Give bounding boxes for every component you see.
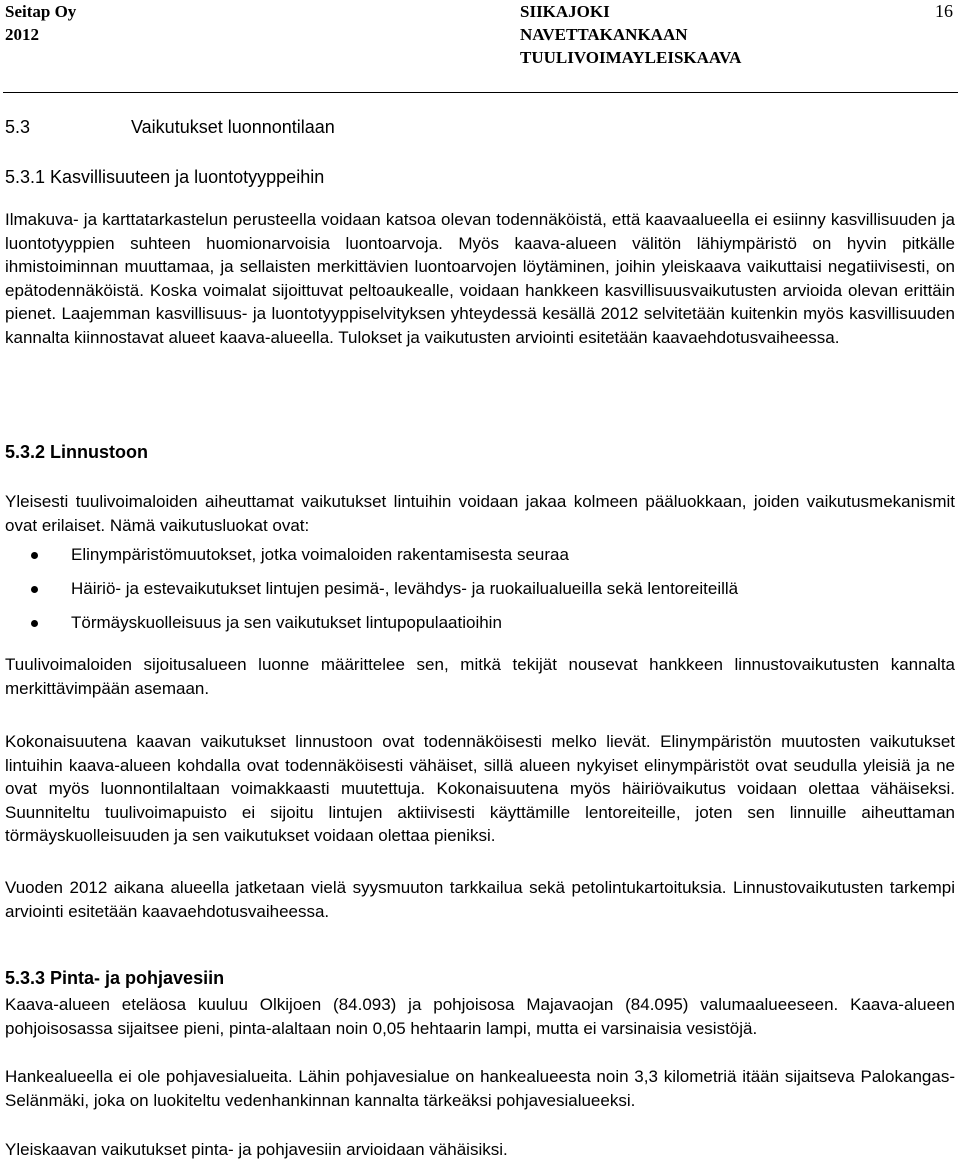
- paragraph-birds-overall: Kokonaisuutena kaavan vaikutukset linnustoon ovat todennäköisesti melko lievät. Elinympäristön muutosten vaikutukset lintuihin kaava-alueen kohdalla ovat todennäköisesti vähäiset, sillä alueen nykyiset elinympäristöt ovat seudulla yleisiä ja ne ovat myös luonnontilaltaan voimakkaasti muutettuja. Kokonaisuutena myös häiriövaikutus voidaan olettaa vähäiseksi. Suunniteltu tuulivoimapuisto ei sijoitu lintujen aktiivisesti käyttämille lentoreiteille, joten sen linnuille aiheuttaman törmäyskuolleisuuden ja sen vaikutukset voidaan olettaa pieniksi.: [5, 732, 955, 845]
- paragraph-groundwater: Hankealueella ei ole pohjavesialueita. Lähin pohjavesialue on hankealueesta noin 3,3 kilometriä itään sijaitseva Palokangas-Selänmäki, joka on luokiteltu vedenhankinnan kannalta tärkeäksi pohjavesialueeksi.: [5, 1067, 955, 1110]
- page-header: [0, 0, 960, 80]
- project-name: NAVETTAKANKAAN: [520, 25, 688, 44]
- list-item: [5, 572, 738, 606]
- bullet-icon: [31, 586, 38, 593]
- page-number: 16: [935, 1, 953, 21]
- paragraph-water-conclusion: Yleiskaavan vaikutukset pinta- ja pohjavesiin arvioidaan vähäisiksi.: [5, 1140, 508, 1159]
- impact-category-list: [5, 538, 738, 640]
- paragraph-vegetation: Ilmakuva- ja karttatarkastelun perusteella voidaan katsoa olevan todennäköistä, että kaavaalueella ei esiinny kasvillisuuden ja luontotyyppien suhteen huomionarvoisia luontoarvoja. Myös kaava-alueen välitön lähiympäristö on hyvin pitkälle ihmistoiminnan muuttamaa, ja sellaisten merkittävien luontoarvojen löytäminen, joihin yleiskaava vaikuttaisi negatiivisesti, on epätodennäköistä. Koska voimalat sijoittuvat peltoaukealle, voidaan hankkeen kasvillisuusvaikutusten arvioida olevan erittäin pienet. Laajemman kasvillisuus- ja luontotyyppiselvityksen yhteydessä kesällä 2012 selvitetään kuitenkin myös kasvillisuuden kannalta kiinnostavat alueet kaava-alueella. Tulokset ja vaikutusten arviointi esitetään kaavaehdotusvaiheessa.: [5, 210, 955, 347]
- header-year: 2012: [5, 25, 39, 44]
- header-left: [5, 0, 76, 46]
- paragraph-birds-intro: Yleisesti tuulivoimaloiden aiheuttamat vaikutukset lintuihin voidaan jakaa kolmeen pääluokkaan, joiden vaikutusmekanismit ovat erilaiset. Nämä vaikutusluokat ovat:: [5, 492, 955, 535]
- paragraph-surface-water: Kaava-alueen eteläosa kuuluu Olkijoen (84.093) ja pohjoisosa Majavaojan (84.095) valumaalueeseen. Kaava-alueen pohjoisosassa sijaitsee pieni, pinta-alaltaan noin 0,05 hehtaarin lampi, mutta ei varsinaisia vesistöjä.: [5, 995, 955, 1038]
- header-center: [520, 0, 741, 69]
- list-item-text: Häiriö- ja estevaikutukset lintujen pesimä-, levähdys- ja ruokailualueilla sekä lentoreiteillä: [71, 579, 739, 598]
- header-divider: [3, 92, 958, 93]
- section-title: Vaikutukset luonnontilaan: [131, 117, 335, 137]
- subsection-heading-5-3-1: 5.3.1 Kasvillisuuteen ja luontotyyppeihin: [5, 167, 325, 187]
- list-item: [5, 538, 738, 572]
- list-item: [5, 606, 738, 640]
- subsection-heading-5-3-3: 5.3.3 Pinta- ja pohjavesiin: [5, 968, 225, 988]
- plan-name: TUULIVOIMAYLEISKAAVA: [520, 48, 742, 67]
- paragraph-site-character: Tuulivoimaloiden sijoitusalueen luonne määrittelee sen, mitkä tekijät nousevat hankkeen linnustovaikutusten kannalta merkittävimpään asemaan.: [5, 655, 955, 698]
- municipality-name: SIIKAJOKI: [520, 2, 610, 21]
- bullet-icon: [31, 552, 38, 559]
- paragraph-birds-followup: Vuoden 2012 aikana alueella jatketaan vielä syysmuuton tarkkailua sekä petolintukartoituksia. Linnustovaikutusten tarkempi arviointi esitetään kaavaehdotusvaiheessa.: [5, 878, 955, 921]
- list-item-text: Törmäyskuolleisuus ja sen vaikutukset lintupopulaatioihin: [71, 613, 502, 632]
- company-name: Seitap Oy: [5, 2, 77, 21]
- bullet-icon: [31, 620, 38, 627]
- section-number: 5.3: [5, 117, 31, 137]
- section-heading-5-3: [5, 117, 335, 138]
- list-item-text: Elinympäristömuutokset, jotka voimaloiden rakentamisesta seuraa: [71, 545, 569, 564]
- subsection-heading-5-3-2: 5.3.2 Linnustoon: [5, 442, 149, 462]
